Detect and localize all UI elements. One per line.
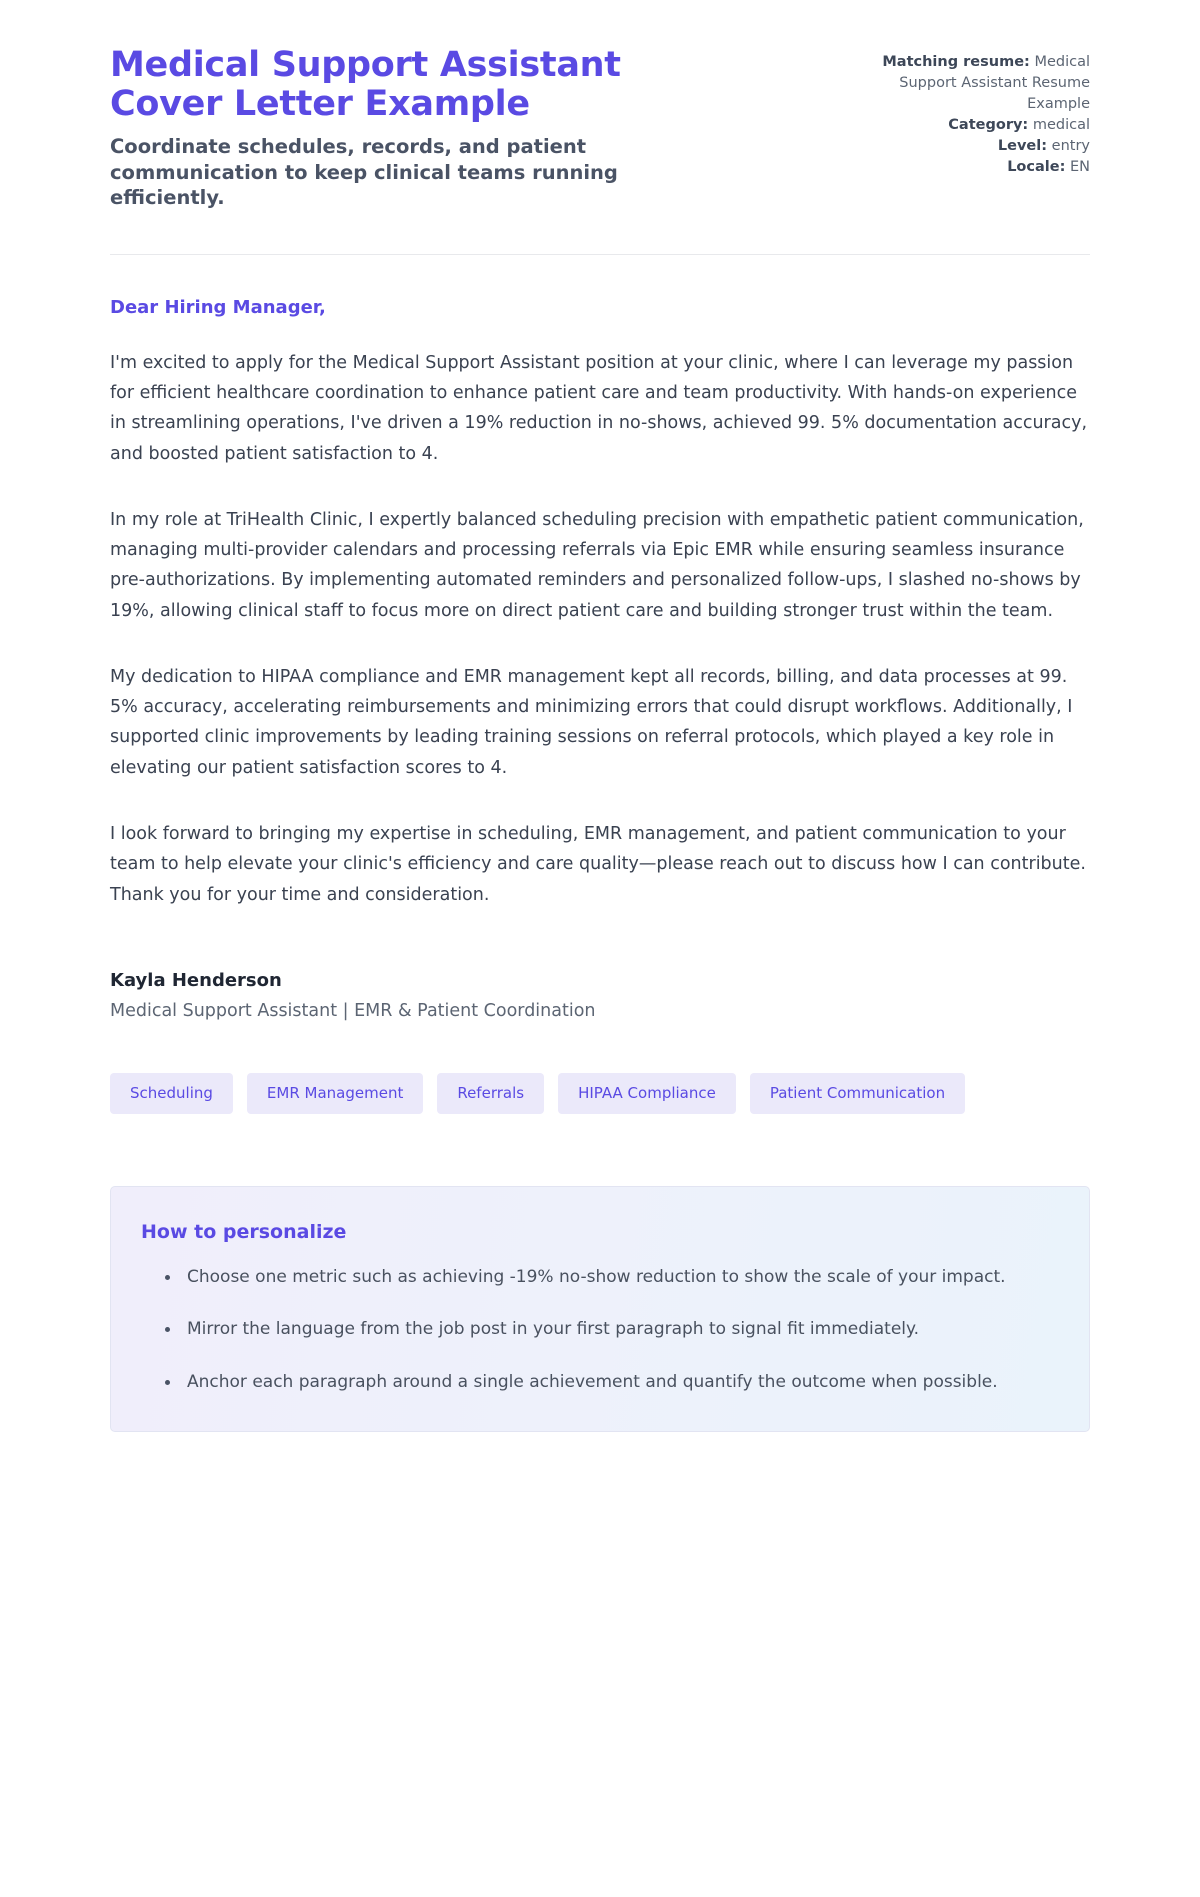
skill-tag-patient-communication[interactable]: Patient Communication	[750, 1073, 965, 1114]
metadata-label-level: Level:	[997, 138, 1048, 155]
metadata-panel	[838, 46, 1090, 178]
skill-tag-scheduling[interactable]: Scheduling	[110, 1073, 233, 1114]
letter-paragraph-2: In my role at TriHealth Clinic, I expertly balanced scheduling precision with empathetic patient communication, managing multi-provider calendars and processing referrals via Epic EMR while ensuring seamless insurance pre-authorizations. By implementing automated reminders and personalized follow-ups, I slashed no-shows by 19%, allowing clinical staff to focus more on direct patient care and building stronger trust within the team.	[110, 509, 1084, 621]
metadata-row-category	[838, 115, 1090, 136]
metadata-label-matching-resume: Matching resume:	[882, 54, 1030, 70]
skill-tag-emr-management[interactable]: EMR Management	[247, 1073, 423, 1114]
letter-paragraph-3: My dedication to HIPAA compliance and EMR management kept all records, billing, and data processes at 99. 5% accuracy, accelerating reimbursements and minimizing errors that could disrupt workflows. Additionally, I supported clinic improvements by leading training sessions on referral protocols, which played a key role in elevating our patient satisfaction scores to 4.	[110, 666, 1073, 778]
metadata-value-level: entry	[1051, 138, 1090, 155]
metadata-label-locale: Locale:	[1007, 159, 1066, 176]
page-subtitle: Coordinate schedules, records, and patient communication to keep clinical teams running efficiently.	[110, 135, 618, 209]
metadata-value-category: medical	[1032, 117, 1090, 134]
page-header	[110, 46, 1090, 210]
letter-paragraph-4: I look forward to bringing my expertise in scheduling, EMR management, and patient communication to your team to help elevate your clinic's efficiency and care quality—please reach out to discuss how I can contribute. Thank you for your time and consideration.	[110, 823, 1086, 905]
signature-name: Kayla Henderson	[110, 969, 282, 991]
metadata-value-matching-resume: Medical Support Assistant Resume Example	[899, 54, 1090, 113]
skill-tag-hipaa-compliance[interactable]: HIPAA Compliance	[558, 1073, 736, 1114]
skill-tag-list	[110, 1073, 1090, 1114]
metadata-row-locale	[838, 157, 1090, 178]
signature-block	[110, 970, 1090, 1021]
personalize-callout-title: How to personalize	[141, 1220, 347, 1243]
personalize-tip-list	[141, 1263, 1055, 1397]
personalize-tip-item: Choose one metric such as achieving -19% no-show reduction to show the scale of your impact.	[165, 1263, 1055, 1292]
personalize-tip-item: Mirror the language from the job post in your first paragraph to signal fit immediately.	[165, 1315, 1055, 1344]
personalize-tip-item: Anchor each paragraph around a single achievement and quantify the outcome when possible.	[165, 1368, 1055, 1397]
letter-paragraph-1: I'm excited to apply for the Medical Support Assistant position at your clinic, where I can leverage my passion for efficient healthcare coordination to enhance patient care and team productivity. With hands-on experience in streamlining operations, I've driven a 19% reduction in no-shows, achieved 99. 5% documentation accuracy, and boosted patient satisfaction to 4.	[110, 352, 1088, 464]
personalize-callout	[110, 1186, 1090, 1432]
header-title-block	[110, 46, 710, 210]
metadata-label-category: Category:	[948, 117, 1029, 134]
salutation: Dear Hiring Manager,	[110, 296, 326, 318]
metadata-value-locale: EN	[1069, 159, 1090, 176]
signature-role: Medical Support Assistant | EMR & Patient Coordination	[110, 1000, 596, 1021]
page-title: Medical Support Assistant Cover Letter Example	[110, 45, 621, 125]
cover-letter-body	[110, 255, 1090, 1432]
metadata-row-level	[838, 136, 1090, 157]
metadata-row-matching-resume	[838, 52, 1090, 115]
skill-tag-referrals[interactable]: Referrals	[437, 1073, 544, 1114]
